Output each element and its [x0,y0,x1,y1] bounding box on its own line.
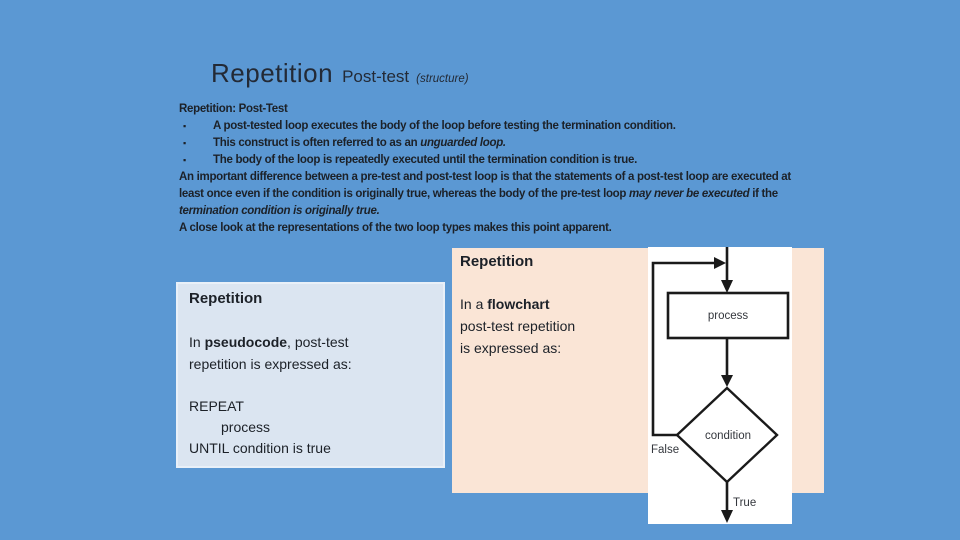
bullet-item [179,135,797,152]
pseudocode-box [176,282,445,468]
slide-title [211,58,469,89]
intro-text: In [189,334,205,350]
paragraph-text-italic: termination condition is originally true. [179,205,380,217]
body-closing-line: A close look at the representations of the two loop types makes this point apparent. [179,222,612,234]
bullet-item [179,152,797,169]
arrowhead-right-icon [714,257,726,269]
flowchart-svg [648,247,792,524]
bullet-text: This construct is often referred to as an [213,137,421,149]
body-heading: Repetition: Post-Test [179,103,288,115]
intro-text: repetition is expressed as: [189,356,352,372]
false-branch-label: False [651,444,680,456]
arrowhead-down-icon [721,510,733,523]
bullet-text-italic: unguarded loop. [420,137,506,149]
intro-text-bold: flowchart [487,296,550,312]
bullet-icon: ▪ [183,138,186,148]
pseudocode-listing [189,396,432,459]
slide-title-note: (structure) [416,73,469,85]
bullet-text: The body of the loop is repeatedly executed until the termination condition is true. [213,154,637,166]
flowchart-diagram [648,247,792,524]
intro-text: is expressed as: [460,340,562,356]
flowchart-panel-heading: Repetition [460,253,534,270]
intro-text-bold: pseudocode [204,334,288,350]
intro-text: In a [460,296,488,312]
arrowhead-down-icon [721,280,733,293]
intro-text: post-test repetition [460,318,576,334]
paragraph-text: An important difference between a pre-test and post-test loop is that the statements of a post-test loop are executed at least once even if the condition is originally true, whereas the body of the pre-test loop [179,171,791,200]
body-text-block [179,101,797,237]
slide-title-sub: Post-test [342,67,410,86]
condition-label: condition [704,430,752,442]
bullet-item [179,118,797,135]
paragraph-text: if the [749,188,778,200]
pseudocode-intro [189,331,432,375]
body-paragraph [179,169,797,220]
bullet-icon: ▪ [183,155,186,165]
bullet-text: A post-tested loop executes the body of the loop before testing the termination condition. [213,120,676,132]
process-label: process [707,310,749,322]
pseudocode-box-heading: Repetition [189,290,263,307]
code-line: REPEAT [189,398,244,414]
arrowhead-down-icon [721,375,733,387]
paragraph-text-italic: may never be executed [629,188,750,200]
bullet-icon: ▪ [183,121,186,131]
slide-title-main: Repetition [211,58,334,88]
code-line: UNTIL condition is true [189,440,331,456]
true-branch-label: True [733,497,757,509]
code-line: process [221,419,271,435]
intro-text: , post-test [287,334,349,350]
